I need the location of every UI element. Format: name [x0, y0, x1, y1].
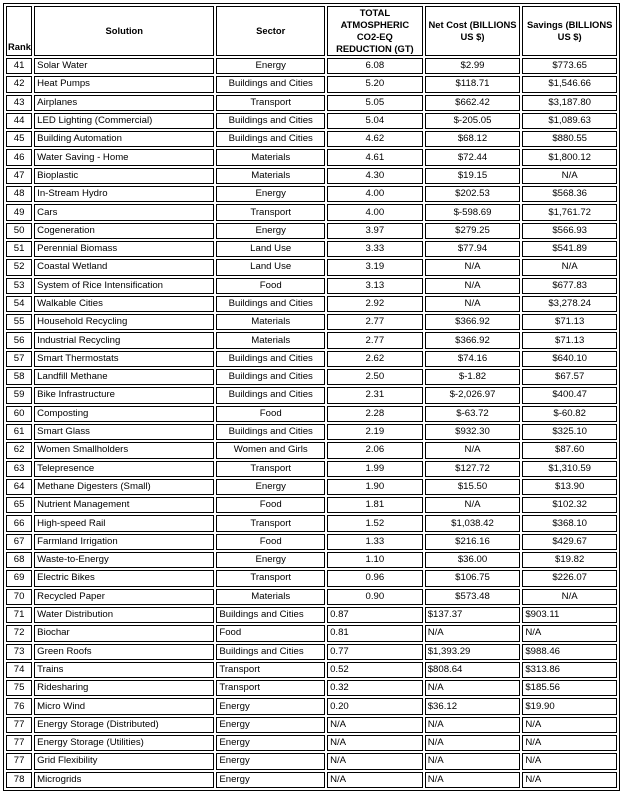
table-row	[6, 625, 617, 641]
cell-net-cost: $662.42	[425, 95, 521, 111]
cell-solution: Recycled Paper	[34, 589, 214, 605]
table-row	[6, 424, 617, 440]
cell-solution: Waste-to-Energy	[34, 552, 214, 568]
header-solution: Solution	[34, 6, 214, 56]
cell-rank: 42	[6, 76, 32, 92]
table-row	[6, 479, 617, 495]
cell-solution: Airplanes	[34, 95, 214, 111]
cell-savings: $185.56	[522, 680, 617, 696]
cell-sector: Food	[216, 278, 325, 294]
cell-reduction: 0.52	[327, 662, 423, 678]
cell-solution: Trains	[34, 662, 214, 678]
cell-solution: Farmland Irrigation	[34, 534, 214, 550]
header-reduction: TOTAL ATMOSPHERIC CO2-EQ REDUCTION (GT)	[327, 6, 423, 56]
cell-sector: Food	[216, 625, 325, 641]
cell-savings: $19.82	[522, 552, 617, 568]
cell-reduction: 1.33	[327, 534, 423, 550]
cell-savings: $-60.82	[522, 406, 617, 422]
cell-savings: $988.46	[522, 644, 617, 660]
cell-net-cost: N/A	[425, 717, 521, 733]
cell-solution: Composting	[34, 406, 214, 422]
table-row	[6, 95, 617, 111]
cell-net-cost: N/A	[425, 772, 521, 788]
table-row	[6, 406, 617, 422]
cell-savings: N/A	[522, 625, 617, 641]
cell-net-cost: $-1.82	[425, 369, 521, 385]
cell-savings: $102.32	[522, 497, 617, 513]
cell-solution: Methane Digesters (Small)	[34, 479, 214, 495]
cell-net-cost: N/A	[425, 278, 521, 294]
cell-savings: $325.10	[522, 424, 617, 440]
cell-solution: Water Distribution	[34, 607, 214, 623]
cell-solution: In-Stream Hydro	[34, 186, 214, 202]
cell-rank: 77	[6, 717, 32, 733]
cell-reduction: 4.00	[327, 186, 423, 202]
cell-sector: Buildings and Cities	[216, 644, 325, 660]
table-row	[6, 753, 617, 769]
table-row	[6, 442, 617, 458]
table-row	[6, 186, 617, 202]
cell-sector: Buildings and Cities	[216, 76, 325, 92]
cell-savings: $19.90	[522, 698, 617, 714]
header-row	[6, 6, 617, 56]
cell-sector: Energy	[216, 753, 325, 769]
cell-solution: Ridesharing	[34, 680, 214, 696]
table-row	[6, 204, 617, 220]
cell-sector: Materials	[216, 168, 325, 184]
cell-sector: Transport	[216, 95, 325, 111]
cell-reduction: 2.31	[327, 387, 423, 403]
cell-solution: System of Rice Intensification	[34, 278, 214, 294]
cell-savings: $541.89	[522, 241, 617, 257]
cell-rank: 59	[6, 387, 32, 403]
cell-reduction: N/A	[327, 735, 423, 751]
cell-reduction: 4.30	[327, 168, 423, 184]
cell-sector: Land Use	[216, 241, 325, 257]
cell-reduction: 5.05	[327, 95, 423, 111]
cell-net-cost: $2.99	[425, 58, 521, 74]
cell-rank: 63	[6, 461, 32, 477]
cell-sector: Materials	[216, 589, 325, 605]
cell-rank: 46	[6, 149, 32, 165]
cell-rank: 41	[6, 58, 32, 74]
cell-rank: 72	[6, 625, 32, 641]
cell-rank: 56	[6, 332, 32, 348]
cell-reduction: 0.96	[327, 570, 423, 586]
cell-reduction: 2.28	[327, 406, 423, 422]
cell-rank: 78	[6, 772, 32, 788]
table-row	[6, 552, 617, 568]
cell-net-cost: $36.00	[425, 552, 521, 568]
cell-sector: Transport	[216, 662, 325, 678]
cell-sector: Buildings and Cities	[216, 369, 325, 385]
cell-sector: Buildings and Cities	[216, 296, 325, 312]
cell-savings: $3,278.24	[522, 296, 617, 312]
cell-savings: $640.10	[522, 351, 617, 367]
table-row	[6, 698, 617, 714]
cell-sector: Food	[216, 406, 325, 422]
cell-sector: Energy	[216, 772, 325, 788]
cell-net-cost: N/A	[425, 296, 521, 312]
cell-net-cost: $74.16	[425, 351, 521, 367]
cell-solution: LED Lighting (Commercial)	[34, 113, 214, 129]
cell-sector: Materials	[216, 149, 325, 165]
cell-net-cost: $-205.05	[425, 113, 521, 129]
cell-solution: Heat Pumps	[34, 76, 214, 92]
cell-reduction: N/A	[327, 772, 423, 788]
cell-net-cost: $-598.69	[425, 204, 521, 220]
cell-rank: 53	[6, 278, 32, 294]
cell-reduction: 4.62	[327, 131, 423, 147]
cell-net-cost: $279.25	[425, 223, 521, 239]
cell-rank: 64	[6, 479, 32, 495]
cell-solution: High-speed Rail	[34, 515, 214, 531]
cell-savings: N/A	[522, 772, 617, 788]
cell-savings: $313.86	[522, 662, 617, 678]
cell-savings: $566.93	[522, 223, 617, 239]
solutions-table	[3, 3, 620, 791]
cell-rank: 75	[6, 680, 32, 696]
cell-savings: N/A	[522, 717, 617, 733]
cell-net-cost: $36.12	[425, 698, 521, 714]
cell-reduction: 0.32	[327, 680, 423, 696]
table-row	[6, 314, 617, 330]
cell-savings: $1,546.66	[522, 76, 617, 92]
cell-rank: 67	[6, 534, 32, 550]
cell-net-cost: $127.72	[425, 461, 521, 477]
cell-net-cost: N/A	[425, 735, 521, 751]
cell-rank: 76	[6, 698, 32, 714]
cell-savings: $429.67	[522, 534, 617, 550]
cell-rank: 69	[6, 570, 32, 586]
cell-reduction: 2.92	[327, 296, 423, 312]
table-row	[6, 515, 617, 531]
cell-savings: $400.47	[522, 387, 617, 403]
table-row	[6, 772, 617, 788]
cell-net-cost: $1,038.42	[425, 515, 521, 531]
cell-reduction: 0.87	[327, 607, 423, 623]
cell-reduction: 5.04	[327, 113, 423, 129]
cell-savings: $67.57	[522, 369, 617, 385]
cell-reduction: 2.77	[327, 332, 423, 348]
cell-net-cost: $-2,026.97	[425, 387, 521, 403]
cell-net-cost: $216.16	[425, 534, 521, 550]
cell-net-cost: $137.37	[425, 607, 521, 623]
table-row	[6, 223, 617, 239]
cell-reduction: 4.00	[327, 204, 423, 220]
table-row	[6, 149, 617, 165]
cell-sector: Energy	[216, 58, 325, 74]
cell-reduction: 1.99	[327, 461, 423, 477]
cell-savings: N/A	[522, 735, 617, 751]
table-row	[6, 497, 617, 513]
cell-solution: Smart Thermostats	[34, 351, 214, 367]
cell-sector: Energy	[216, 735, 325, 751]
cell-savings: $1,761.72	[522, 204, 617, 220]
cell-savings: $13.90	[522, 479, 617, 495]
cell-solution: Microgrids	[34, 772, 214, 788]
cell-sector: Materials	[216, 332, 325, 348]
cell-rank: 77	[6, 753, 32, 769]
cell-savings: $903.11	[522, 607, 617, 623]
table-row	[6, 387, 617, 403]
cell-net-cost: N/A	[425, 442, 521, 458]
cell-sector: Transport	[216, 515, 325, 531]
cell-savings: $3,187.80	[522, 95, 617, 111]
cell-sector: Buildings and Cities	[216, 131, 325, 147]
cell-net-cost: $77.94	[425, 241, 521, 257]
cell-solution: Green Roofs	[34, 644, 214, 660]
cell-savings: $1,089.63	[522, 113, 617, 129]
cell-savings: $87.60	[522, 442, 617, 458]
table-row	[6, 534, 617, 550]
cell-solution: Energy Storage (Utilities)	[34, 735, 214, 751]
cell-savings: $1,800.12	[522, 149, 617, 165]
cell-solution: Bioplastic	[34, 168, 214, 184]
cell-solution: Micro Wind	[34, 698, 214, 714]
cell-net-cost: $202.53	[425, 186, 521, 202]
cell-solution: Landfill Methane	[34, 369, 214, 385]
cell-sector: Energy	[216, 186, 325, 202]
table-row	[6, 351, 617, 367]
cell-savings: $368.10	[522, 515, 617, 531]
cell-net-cost: N/A	[425, 680, 521, 696]
table-row	[6, 461, 617, 477]
cell-savings: $773.65	[522, 58, 617, 74]
cell-solution: Cars	[34, 204, 214, 220]
table-row	[6, 607, 617, 623]
cell-sector: Women and Girls	[216, 442, 325, 458]
cell-rank: 68	[6, 552, 32, 568]
cell-rank: 52	[6, 259, 32, 275]
cell-rank: 49	[6, 204, 32, 220]
cell-solution: Household Recycling	[34, 314, 214, 330]
cell-net-cost: $932.30	[425, 424, 521, 440]
header-sector: Sector	[216, 6, 325, 56]
cell-rank: 62	[6, 442, 32, 458]
cell-solution: Industrial Recycling	[34, 332, 214, 348]
cell-solution: Walkable Cities	[34, 296, 214, 312]
cell-rank: 74	[6, 662, 32, 678]
table-row	[6, 735, 617, 751]
cell-rank: 77	[6, 735, 32, 751]
cell-reduction: 0.20	[327, 698, 423, 714]
cell-rank: 47	[6, 168, 32, 184]
cell-savings: $880.55	[522, 131, 617, 147]
cell-solution: Energy Storage (Distributed)	[34, 717, 214, 733]
table-row	[6, 644, 617, 660]
cell-sector: Energy	[216, 223, 325, 239]
cell-solution: Perennial Biomass	[34, 241, 214, 257]
cell-rank: 51	[6, 241, 32, 257]
cell-net-cost: $15.50	[425, 479, 521, 495]
table-row	[6, 76, 617, 92]
table-row	[6, 296, 617, 312]
table-row	[6, 717, 617, 733]
cell-net-cost: N/A	[425, 259, 521, 275]
cell-solution: Smart Glass	[34, 424, 214, 440]
cell-rank: 61	[6, 424, 32, 440]
table-row	[6, 58, 617, 74]
cell-net-cost: $106.75	[425, 570, 521, 586]
cell-sector: Buildings and Cities	[216, 387, 325, 403]
cell-solution: Telepresence	[34, 461, 214, 477]
cell-sector: Energy	[216, 552, 325, 568]
cell-solution: Building Automation	[34, 131, 214, 147]
cell-sector: Materials	[216, 314, 325, 330]
cell-reduction: 2.50	[327, 369, 423, 385]
cell-savings: N/A	[522, 168, 617, 184]
cell-net-cost: $118.71	[425, 76, 521, 92]
cell-reduction: 4.61	[327, 149, 423, 165]
cell-net-cost: $366.92	[425, 314, 521, 330]
cell-reduction: 1.10	[327, 552, 423, 568]
cell-savings: N/A	[522, 589, 617, 605]
cell-rank: 45	[6, 131, 32, 147]
cell-rank: 54	[6, 296, 32, 312]
cell-reduction: 5.20	[327, 76, 423, 92]
table-row	[6, 680, 617, 696]
cell-reduction: 2.19	[327, 424, 423, 440]
header-net-cost: Net Cost (BILLIONS US $)	[425, 6, 521, 56]
cell-rank: 70	[6, 589, 32, 605]
header-savings: Savings (BILLIONS US $)	[522, 6, 617, 56]
cell-rank: 66	[6, 515, 32, 531]
table-row	[6, 662, 617, 678]
cell-reduction: N/A	[327, 753, 423, 769]
cell-rank: 58	[6, 369, 32, 385]
cell-sector: Energy	[216, 479, 325, 495]
cell-net-cost: $573.48	[425, 589, 521, 605]
cell-solution: Biochar	[34, 625, 214, 641]
cell-solution: Bike Infrastructure	[34, 387, 214, 403]
cell-rank: 57	[6, 351, 32, 367]
cell-rank: 50	[6, 223, 32, 239]
table-row	[6, 332, 617, 348]
cell-net-cost: $72.44	[425, 149, 521, 165]
table-row	[6, 589, 617, 605]
cell-reduction: 1.90	[327, 479, 423, 495]
cell-solution: Women Smallholders	[34, 442, 214, 458]
cell-sector: Food	[216, 534, 325, 550]
table-row	[6, 113, 617, 129]
cell-savings: $568.36	[522, 186, 617, 202]
cell-solution: Coastal Wetland	[34, 259, 214, 275]
cell-net-cost: $1,393.29	[425, 644, 521, 660]
table-body	[6, 58, 617, 788]
table-row	[6, 131, 617, 147]
table-row	[6, 369, 617, 385]
cell-net-cost: $19.15	[425, 168, 521, 184]
cell-rank: 71	[6, 607, 32, 623]
table-row	[6, 570, 617, 586]
cell-net-cost: $366.92	[425, 332, 521, 348]
cell-reduction: 1.52	[327, 515, 423, 531]
cell-rank: 73	[6, 644, 32, 660]
table-row	[6, 259, 617, 275]
cell-net-cost: $808.64	[425, 662, 521, 678]
cell-reduction: 6.08	[327, 58, 423, 74]
cell-rank: 55	[6, 314, 32, 330]
cell-sector: Energy	[216, 717, 325, 733]
cell-sector: Energy	[216, 698, 325, 714]
cell-sector: Transport	[216, 461, 325, 477]
cell-sector: Land Use	[216, 259, 325, 275]
cell-sector: Buildings and Cities	[216, 424, 325, 440]
cell-solution: Grid Flexibility	[34, 753, 214, 769]
table-header	[6, 6, 617, 56]
cell-rank: 60	[6, 406, 32, 422]
cell-solution: Nutrient Management	[34, 497, 214, 513]
cell-solution: Solar Water	[34, 58, 214, 74]
cell-rank: 44	[6, 113, 32, 129]
cell-rank: 48	[6, 186, 32, 202]
cell-reduction: 2.06	[327, 442, 423, 458]
cell-sector: Transport	[216, 680, 325, 696]
cell-sector: Buildings and Cities	[216, 607, 325, 623]
cell-net-cost: N/A	[425, 497, 521, 513]
cell-rank: 43	[6, 95, 32, 111]
cell-sector: Buildings and Cities	[216, 351, 325, 367]
table-row	[6, 278, 617, 294]
cell-savings: $1,310.59	[522, 461, 617, 477]
cell-reduction: 3.13	[327, 278, 423, 294]
cell-net-cost: $68.12	[425, 131, 521, 147]
cell-reduction: 3.33	[327, 241, 423, 257]
cell-net-cost: $-63.72	[425, 406, 521, 422]
cell-savings: $677.83	[522, 278, 617, 294]
cell-rank: 65	[6, 497, 32, 513]
cell-net-cost: N/A	[425, 753, 521, 769]
cell-sector: Transport	[216, 570, 325, 586]
cell-savings: $226.07	[522, 570, 617, 586]
table-row	[6, 168, 617, 184]
header-rank: Rank	[6, 6, 32, 56]
cell-savings: N/A	[522, 753, 617, 769]
cell-reduction: N/A	[327, 717, 423, 733]
table-row	[6, 241, 617, 257]
cell-reduction: 1.81	[327, 497, 423, 513]
cell-savings: $71.13	[522, 314, 617, 330]
cell-reduction: 2.77	[327, 314, 423, 330]
cell-solution: Water Saving - Home	[34, 149, 214, 165]
cell-solution: Cogeneration	[34, 223, 214, 239]
cell-reduction: 2.62	[327, 351, 423, 367]
cell-reduction: 0.90	[327, 589, 423, 605]
cell-reduction: 0.77	[327, 644, 423, 660]
cell-savings: N/A	[522, 259, 617, 275]
cell-reduction: 3.97	[327, 223, 423, 239]
cell-sector: Transport	[216, 204, 325, 220]
cell-reduction: 3.19	[327, 259, 423, 275]
cell-sector: Food	[216, 497, 325, 513]
cell-reduction: 0.81	[327, 625, 423, 641]
cell-savings: $71.13	[522, 332, 617, 348]
cell-net-cost: N/A	[425, 625, 521, 641]
cell-solution: Electric Bikes	[34, 570, 214, 586]
cell-sector: Buildings and Cities	[216, 113, 325, 129]
